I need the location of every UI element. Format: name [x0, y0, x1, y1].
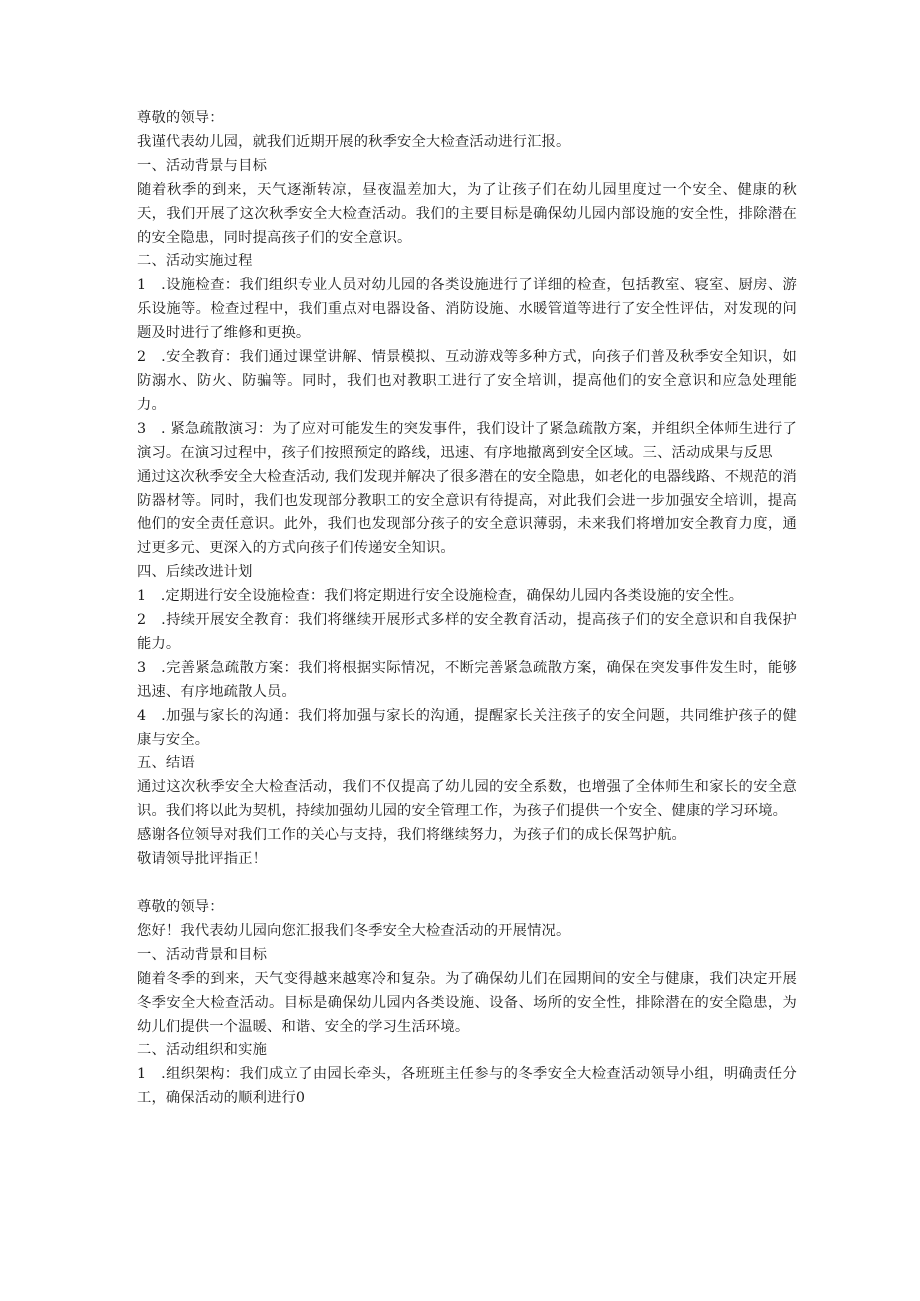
list-item: 2 .安全教育：我们通过课堂讲解、情景模拟、互动游戏等多种方式，向孩子们普及秋季安全知识，如防溺水、防火、防骗等。同时，我们也对教职工进行了安全培训，提高他们的安全意识和应急处理能力。 [137, 349, 797, 413]
list-item: 2 .持续开展安全教育：我们将继续开展形式多样的安全教育活动，提高孩子们的安全意识和自我保护能力。 [137, 612, 797, 652]
section-heading: 一、活动背景和目标 [137, 946, 268, 963]
section-heading: 四、后续改进计划 [137, 564, 253, 581]
closing-line: 敬请领导批评指正！ [137, 851, 268, 868]
section-heading: 一、活动背景与目标 [137, 157, 268, 174]
list-item: 1 .定期进行安全设施检查：我们将定期进行安全设施检查，确保幼儿园内各类设施的安全性。 [137, 588, 744, 605]
body-paragraph: 通过这次秋季安全大检查活动, 我们发现并解决了很多潜在的安全隐患，如老化的电器线路、不规范的消防器材等。同时，我们也发现部分教职工的安全意识有待提高，对此我们会进一步加强安全培训，提高他们的安全责任意识。此外，我们也发现部分孩子的安全意识薄弱，未来我们将增加安全教育力度，通过更多元、更深入的方式向孩子们传递安全知识。 [137, 468, 797, 557]
list-item: 1 .设施检查：我们组织专业人员对幼儿园的各类设施进行了详细的检查，包括教室、寝室、厨房、游乐设施等。检查过程中，我们重点对电器设备、消防设施、水暖管道等进行了安全性评估，对发现的问题及时进行了维修和更换。 [137, 277, 797, 342]
intro-paragraph: 您好！我代表幼儿园向您汇报我们冬季安全大检查活动的开展情况。 [137, 922, 571, 939]
body-paragraph: 通过这次秋季安全大检查活动，我们不仅提高了幼儿园的安全系数，也增强了全体师生和家长的安全意识。我们将以此为契机，持续加强幼儿园的安全管理工作，为孩子们提供一个安全、健康的学习环境。 [137, 779, 797, 820]
list-item: 3 . 紧急疏散演习：为了应对可能发生的突发事件，我们设计了紧急疏散方案，并组织全体师生进行了演习。在演习过程中，孩子们按照预定的路线，迅速、有序地撤离到安全区域。三、活动成果与反思 [137, 420, 797, 461]
section-heading: 二、活动组织和实施 [137, 1042, 268, 1059]
thanks-paragraph: 感谢各位领导对我们工作的关心与支持，我们将继续努力，为孩子们的成长保驾护航。 [137, 827, 686, 844]
body-paragraph: 随着秋季的到来，天气逐渐转凉，昼夜温差加大，为了让孩子们在幼儿园里度过一个安全、健康的秋天，我们开展了这次秋季安全大检查活动。我们的主要目标是确保幼儿园内部设施的安全性，排除潜在的安全隐患，同时提高孩子们的安全意识。 [137, 181, 797, 246]
winter-report [137, 896, 797, 1111]
salutation: 尊敬的领导： [137, 899, 224, 915]
list-item: 4 .加强与家长的沟通：我们将加强与家长的沟通，提醒家长关注孩子的安全问题，共同维护孩子的健康与安全。 [137, 707, 797, 748]
autumn-report [137, 107, 797, 872]
salutation: 尊敬的领导： [137, 110, 224, 126]
intro-paragraph: 我谨代表幼儿园，就我们近期开展的秋季安全大检查活动进行汇报。 [137, 133, 571, 150]
section-heading: 二、活动实施过程 [137, 253, 253, 270]
document-page [137, 107, 797, 1111]
report-gap [137, 872, 797, 896]
section-heading: 五、结语 [137, 755, 195, 772]
list-item: 1 .组织架构：我们成立了由园长牵头，各班班主任参与的冬季安全大检查活动领导小组，明确责任分工，确保活动的顺利进行0 [137, 1066, 797, 1107]
body-paragraph: 随着冬季的到来，天气变得越来越寒冷和复杂。为了确保幼儿们在园期间的安全与健康，我们决定开展冬季安全大检查活动。目标是确保幼儿园内各类设施、设备、场所的安全性，排除潜在的安全隐患，为幼儿们提供一个温暖、和谐、安全的学习生活环境。 [137, 970, 797, 1035]
list-item: 3 .完善紧急疏散方案：我们将根据实际情况，不断完善紧急疏散方案，确保在突发事件发生时，能够迅速、有序地疏散人员。 [137, 659, 797, 700]
